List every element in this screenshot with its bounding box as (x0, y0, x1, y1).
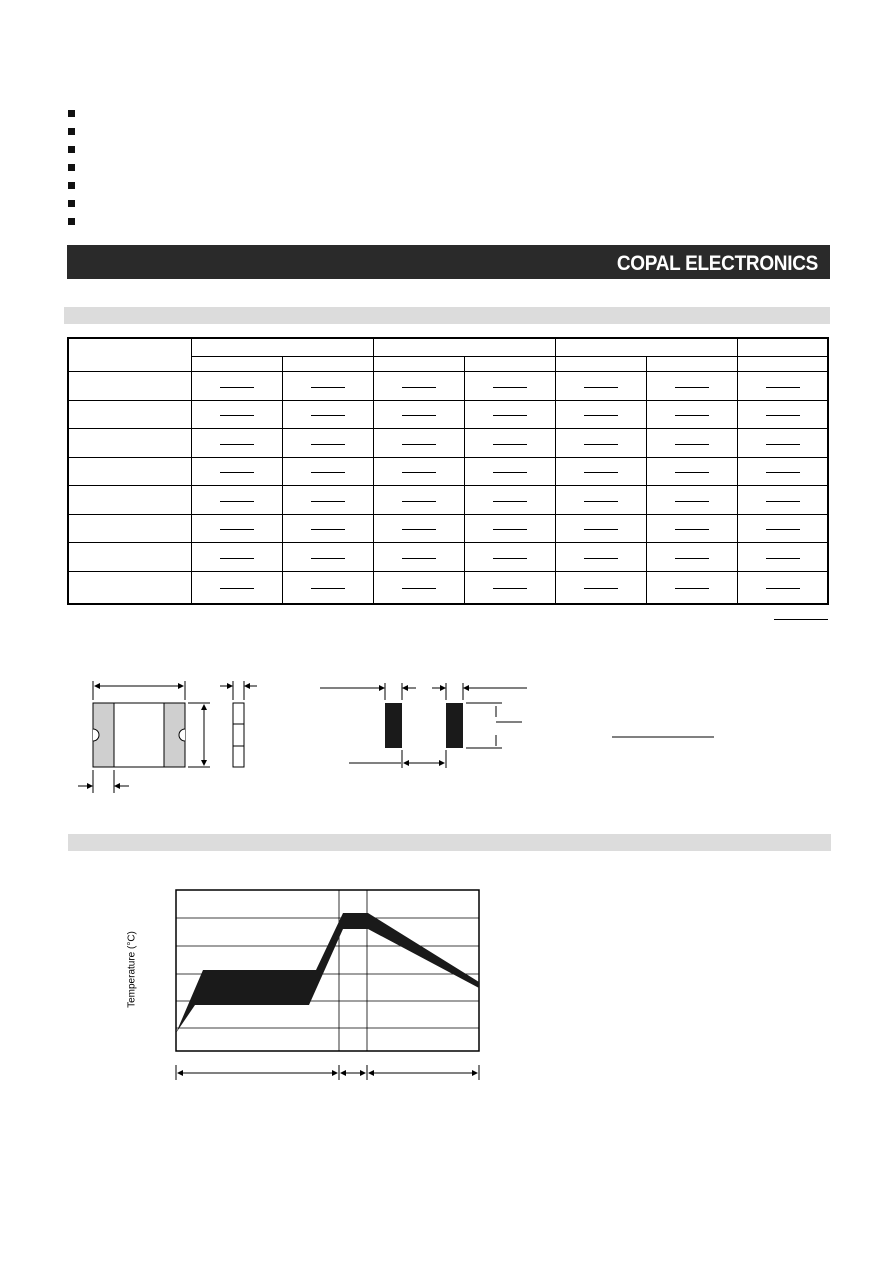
table-cell-value (220, 501, 254, 502)
table-cell-value (220, 558, 254, 559)
chip-top-view (78, 681, 210, 793)
table-cell-value (675, 472, 709, 473)
table-note-rule (774, 619, 828, 620)
bullet-icon (68, 218, 75, 225)
table-cell-value (311, 472, 345, 473)
bullet-icon (68, 200, 75, 207)
table-cell-value (675, 588, 709, 589)
table-cell-value (220, 472, 254, 473)
table-cell-value (220, 444, 254, 445)
right-terminal (164, 703, 185, 767)
land-pad-right (446, 703, 463, 748)
table-cell-value (493, 444, 527, 445)
bullet-icon (68, 128, 75, 135)
table-cell-value (402, 387, 436, 388)
table-cell-value (402, 444, 436, 445)
table-subcol-divider (646, 356, 647, 603)
table-col-divider (373, 339, 374, 603)
table-cell-value (766, 472, 800, 473)
table-cell-value (493, 472, 527, 473)
table-cell-value (766, 444, 800, 445)
table-cell-value (675, 444, 709, 445)
section-header-specifications (64, 307, 830, 324)
table-cell-value (493, 529, 527, 530)
land-pattern (320, 683, 527, 768)
table-cell-value (766, 558, 800, 559)
table-cell-value (584, 529, 618, 530)
table-cell-value (493, 415, 527, 416)
table-col-divider (555, 339, 556, 603)
table-cell-value (402, 415, 436, 416)
table-cell-value (402, 588, 436, 589)
bullet-icon (68, 182, 75, 189)
table-header-bottom (69, 371, 827, 372)
table-cell-value (311, 588, 345, 589)
table-row-divider (69, 485, 827, 486)
table-cell-value (584, 444, 618, 445)
table-cell-value (584, 387, 618, 388)
table-cell-value (311, 387, 345, 388)
table-cell-value (311, 501, 345, 502)
table-cell-value (493, 387, 527, 388)
table-cell-value (584, 501, 618, 502)
table-cell-value (402, 501, 436, 502)
table-subcol-divider (464, 356, 465, 603)
table-cell-value (675, 529, 709, 530)
table-row-divider (69, 400, 827, 401)
table-cell-value (766, 529, 800, 530)
table-row-divider (69, 457, 827, 458)
bullet-icon (68, 146, 75, 153)
table-header-divider (191, 356, 827, 357)
table-cell-value (584, 472, 618, 473)
table-cell-value (402, 558, 436, 559)
table-row-divider (69, 514, 827, 515)
table-cell-value (766, 415, 800, 416)
table-cell-value (220, 387, 254, 388)
bullet-icon (68, 110, 75, 117)
land-pad-left (385, 703, 402, 748)
left-terminal (93, 703, 114, 767)
table-cell-value (766, 387, 800, 388)
table-cell-value (766, 501, 800, 502)
table-cell-value (766, 588, 800, 589)
graph-ylabel: Temperature (°C) (126, 931, 138, 1008)
table-cell-value (584, 558, 618, 559)
table-cell-value (675, 501, 709, 502)
section-header-soldering (68, 834, 831, 851)
table-row-divider (69, 542, 827, 543)
table-cell-value (220, 529, 254, 530)
table-row-divider (69, 571, 827, 572)
chip-side-view (220, 681, 257, 767)
table-cell-value (584, 415, 618, 416)
table-cell-value (311, 558, 345, 559)
table-cell-value (493, 501, 527, 502)
table-cell-value (402, 529, 436, 530)
table-cell-value (675, 387, 709, 388)
table-cell-value (675, 415, 709, 416)
table-col-divider (737, 339, 738, 603)
brand-banner (67, 245, 830, 279)
bullet-icon (68, 164, 75, 171)
table-cell-value (584, 588, 618, 589)
table-cell-value (402, 472, 436, 473)
table-cell-value (220, 415, 254, 416)
table-col-divider (191, 339, 192, 603)
graph-frame (176, 890, 479, 1051)
spec-table (67, 337, 829, 605)
table-cell-value (311, 415, 345, 416)
table-cell-value (311, 529, 345, 530)
table-cell-value (220, 588, 254, 589)
brand-logo: COPAL ELECTRONICS (616, 252, 818, 276)
table-cell-value (493, 588, 527, 589)
table-cell-value (493, 558, 527, 559)
temperature-profile-band (176, 913, 479, 1033)
table-cell-value (311, 444, 345, 445)
table-row-divider (69, 428, 827, 429)
table-subcol-divider (282, 356, 283, 603)
table-cell-value (675, 558, 709, 559)
